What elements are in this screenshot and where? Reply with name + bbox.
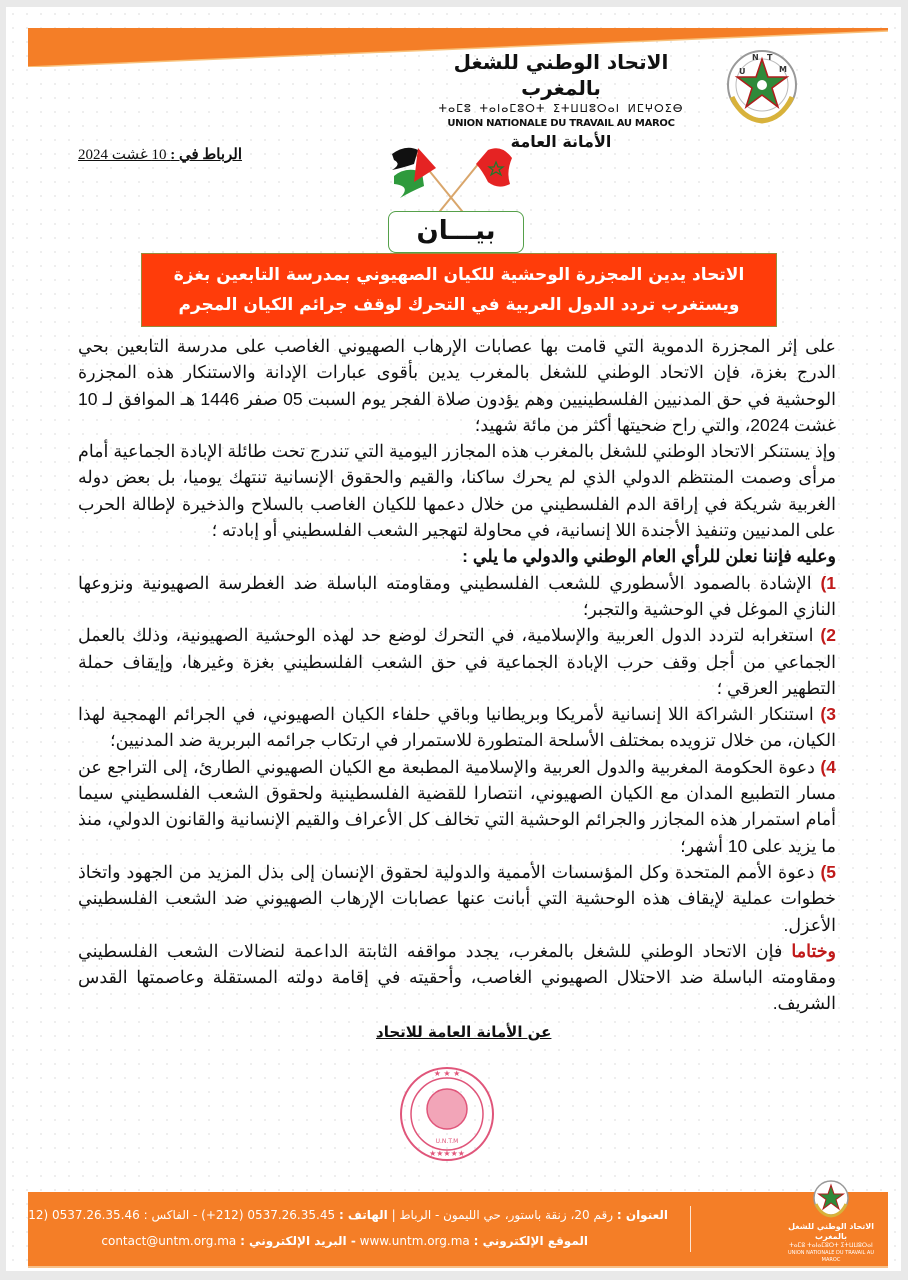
headline-line-1: الاتحاد يدين المجزرة الوحشية للكيان الصهيوني بمدرسة التابعين بغزة — [173, 265, 745, 285]
item-number: 4) — [820, 756, 836, 777]
signature-label: عن الأمانة العامة للاتحاد — [376, 1023, 552, 1041]
fax-value: 0537.26.35.46 (212+) — [5, 1208, 140, 1222]
footer-web-line — [101, 1234, 588, 1248]
date-label: الرباط في : — [170, 147, 243, 163]
phone-label: الهاتف : — [338, 1208, 388, 1222]
website-link[interactable]: www.untm.org.ma — [359, 1234, 470, 1248]
declaration-lead: وعليه فإننا نعلن للرأي العام الوطني والدولي ما يلي : — [462, 546, 836, 567]
svg-text:N: N — [752, 53, 759, 62]
headline-line-2: ويستغرب تردد الدول العربية في التحرك لوقف جرائم الكيان المجرم — [178, 295, 740, 315]
list-item — [78, 754, 836, 859]
svg-text:T: T — [767, 53, 773, 62]
item-number: 1) — [820, 572, 836, 593]
intro-paragraph: على إثر المجزرة الدموية التي قامت بها عصابات الإرهاب الصهيوني الغاصب على مدرسة التابعين بحي الدرج بغزة، فإن الاتحاد الوطني للشغل بالمغرب يدين بأقوى عبارات الإدانة والاستنكار هذه المجزرة الوحشية في حق المدنيين الفلسطينيين وهم يؤدون صلاة الفجر يوم السبت 05 صفر 1446 هـ الموافق لـ 10 غشت 2024، والتي راح ضحيتها أكثر من مائة شهيد؛ — [78, 336, 837, 435]
email-label: - البريد الإلكتروني : — [240, 1234, 356, 1248]
official-stamp-icon — [398, 1059, 496, 1169]
item-text: دعوة الحكومة المغربية والدول العربية والإسلامية المطبعة مع الكيان الصهيوني الطارئ، إلى التراجع عن مسار التطبيع المدان مع الكيان الصهيوني، انتصارا للقضية الفلسطينية ولحقوق الشعب الفلسطيني سيما أمام استمرار هذه المجازر والجرائم الوحشية التي تخالف كل الأعراف والقيم الإنسانية والقانون الدولي، منذ ما يزيد على 10 أشهر؛ — [78, 756, 836, 856]
date-line — [78, 145, 242, 164]
statement-body — [78, 333, 836, 1017]
footer-logo-name-arabic: الاتحاد الوطني للشغل بالمغرب — [788, 1222, 874, 1241]
org-header — [411, 49, 711, 153]
address-value: رقم 20، زنقة باستور، حي الليمون - الرباط | — [391, 1208, 614, 1222]
footer-address-line — [6, 1208, 668, 1222]
date-value: 10 غشت 2024 — [78, 147, 167, 163]
second-paragraph: وإذ يستنكر الاتحاد الوطني للشغل بالمغرب هذه المجازر اليومية التي تندرج تحت طائلة الإبادة الجماعية أمام مرأى وصمت المنتظم الدولي الذي لم يحرك ساكنا، والقيم والحقوق الإنسانية تنتهك يوميا، بل بعض دوله الغربية شريكة في إراقة الدم الفلسطيني من خلال دعمها للكيان الغاصب بالسلاح والذخيرة لإطالة الحرب على المدنيين وتنفيذ الأجندة اللا إنسانية، في محاولة لتهجير الشعب الفلسطيني أو إبادته ؛ — [78, 441, 836, 541]
svg-text:M: M — [779, 65, 787, 74]
item-number: 3) — [820, 704, 836, 725]
closing-paragraph — [78, 938, 836, 1017]
website-label: الموقع الإلكتروني : — [473, 1234, 588, 1248]
footer-logo — [786, 1178, 876, 1264]
list-item — [78, 570, 836, 623]
untm-star-logo-icon — [722, 47, 802, 127]
document-title: بيـــان — [388, 211, 524, 253]
org-name-french: UNION NATIONALE DU TRAVAIL AU MAROC — [447, 118, 675, 129]
list-item — [78, 701, 836, 754]
footer-logo-name-tifinagh: ⵜⴰⵎⵓ ⵜⴰⵏⴰⵎⵓⵔⵜ ⵉⵜⵡⵡⵓⵔⴰⵏ — [789, 1242, 873, 1249]
address-label: العنوان : — [616, 1208, 668, 1222]
list-item — [78, 622, 836, 701]
phone-value: 0537.26.35.45 (212+) — [201, 1208, 336, 1222]
email-link[interactable]: contact@untm.org.ma — [101, 1234, 237, 1248]
fax-label: - الفاكس : — [143, 1208, 198, 1222]
item-text: استغرابه لتردد الدول العربية والإسلامية، في التحرك لوضع حد لهذه الوحشية الصهيونية، وذلك بالعمل الجماعي من أجل وقف حرب الإبادة الجماعية في حق الشعب الفلسطيني بغزة وغيرها، وإيقاف حملة التطهير العرقي ؛ — [78, 625, 836, 698]
footer-contact-bar — [5, 1192, 888, 1268]
svg-text:U.N.T.M: U.N.T.M — [435, 1138, 459, 1145]
footer-logo-name-french: UNION NATIONALE DU TRAVAIL AU MAROC — [787, 1250, 875, 1263]
item-text: الإشادة بالصمود الأسطوري للشعب الفلسطيني ومقاومته الباسلة ضد الغطرسة الصهيونية ونزوعها النازي الموغل في الوحشية والتجبر؛ — [78, 572, 836, 619]
org-name-arabic: الاتحاد الوطني للشغل بالمغرب — [453, 50, 669, 100]
item-number: 2) — [820, 625, 836, 646]
list-item — [78, 859, 836, 938]
untm-star-logo-icon — [811, 1178, 851, 1218]
item-text: استنكار الشراكة اللا إنسانية لأمريكا وبريطانيا وباقي حلفاء الكيان الصهيوني، في الجرائم الهمجية لهذا الكيان، من خلال تزويده بمختلف الأسلحة المتطورة للاستمرار في ارتكاب جرائمه البربرية ضد المدنيين؛ — [78, 704, 836, 751]
secretariat-label: الأمانة العامة — [510, 132, 612, 151]
closing-text: فإن الاتحاد الوطني للشغل بالمغرب، يجدد مواقفه الثابتة الداعمة لنضالات الشعب الفلسطيني ومقاومته الباسلة ضد الاحتلال الصهيوني الغاصب، وأحقيته في إقامة دولته المستقلة وعاصمتها القدس الشريف. — [78, 940, 836, 1014]
org-name-tifinagh: ⵜⴰⵎⵓ ⵜⴰⵏⴰⵎⵓⵔⵜ ⵉⵜⵡⵡⵓⵔⴰⵏ ⵍⵎⵖⵔⵉⴱ — [438, 102, 684, 115]
item-text: دعوة الأمم المتحدة وكل المؤسسات الأممية والدولية لحقوق الإنسان إلى بذل المزيد من الجهود واتخاذ خطوات عملية لإيقاف هذه الوحشية التي أبانت عنها عصابات الإرهاب الصهيوني ضد الشعب الفلسطيني الأعزل. — [78, 861, 836, 935]
svg-text:★ ★ ★: ★ ★ ★ — [433, 1069, 461, 1078]
document-page — [6, 7, 901, 1271]
headline-banner — [141, 253, 777, 327]
palestine-morocco-flags-icon — [384, 142, 518, 216]
item-number: 5) — [820, 861, 836, 882]
closing-lead: وختاما — [791, 940, 836, 961]
svg-text:U: U — [739, 67, 746, 76]
footer-divider — [690, 1206, 691, 1252]
svg-text:★★★★★: ★★★★★ — [429, 1149, 465, 1158]
